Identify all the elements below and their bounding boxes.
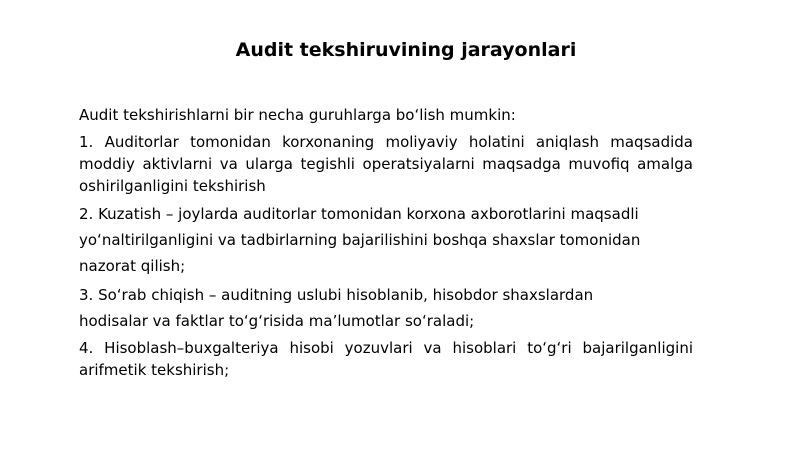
intro-text: Audit tekshirishlarni bir necha guruhlarga boʻlish mumkin: xyxy=(79,106,516,124)
list-item-4: 4. Hisoblash–buxgalteriya hisobi yozuvlari va hisoblari toʻgʻri bajarilganligini arifmetik tekshirish; xyxy=(79,339,693,379)
slide-body xyxy=(79,104,693,386)
list-item-3 xyxy=(79,282,693,334)
list-item-3-line-2: hodisalar va faktlar toʻgʻrisida ma’lumotlar soʻraladi; xyxy=(79,312,475,330)
list-item-2-line-1: 2. Kuzatish – joylarda auditorlar tomonidan korxona axborotlarini maqsadli xyxy=(79,205,639,223)
slide-title: Audit tekshiruvining jarayonlari xyxy=(235,39,577,61)
list-item-1: 1. Auditorlar tomonidan korxonaning moliyaviy holatini aniqlash maqsadida moddiy aktivlarni va ularga tegishli operatsiyalarni maqsadga muvofiq amalga oshirilganligini tekshirish xyxy=(79,133,693,195)
list-item-2-line-2: yoʻnaltirilganligini va tadbirlarning bajarilishini boshqa shaxslar tomonidan xyxy=(79,231,641,249)
list-item-2-line-3: nazorat qilish; xyxy=(79,257,186,275)
list-item-3-line-1: 3. Soʻrab chiqish – auditning uslubi hisoblanib, hisobdor shaxslardan xyxy=(79,286,594,304)
list-item-2 xyxy=(79,201,693,279)
